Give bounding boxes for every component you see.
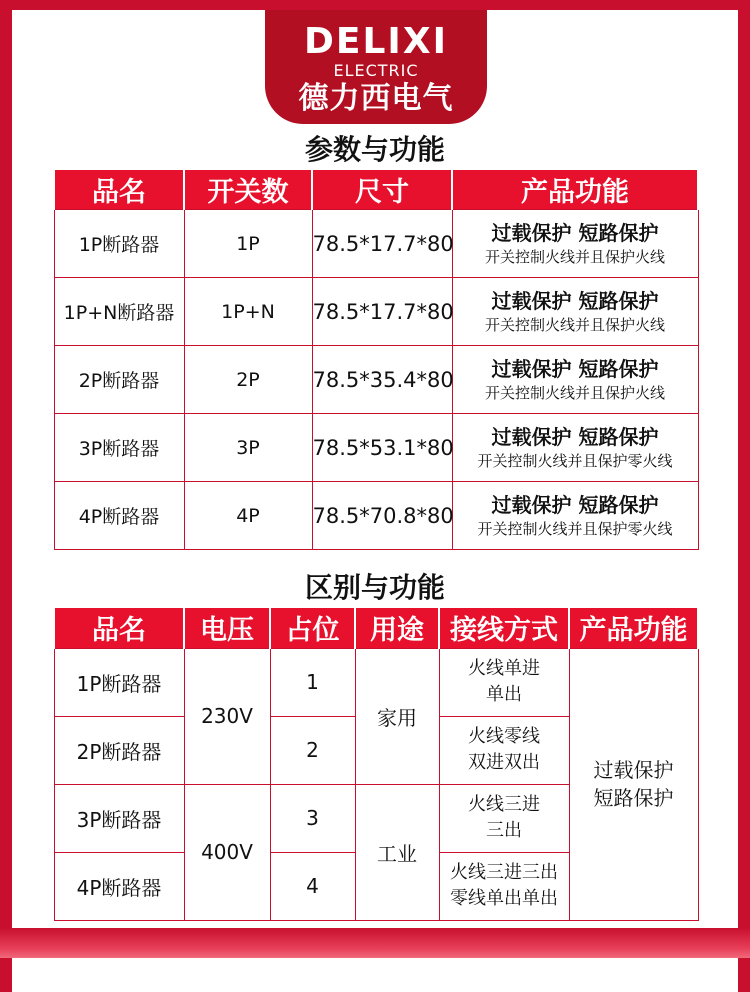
- slot-count: 4: [270, 852, 355, 920]
- product-name: 3P断路器: [54, 414, 184, 482]
- header-size: 尺寸: [312, 170, 452, 210]
- compare-header-row: [54, 608, 698, 648]
- header-name: 品名: [54, 608, 184, 648]
- function-cell: [452, 278, 698, 346]
- params-header-row: [54, 170, 698, 210]
- section2-title: 区别与功能: [304, 571, 445, 604]
- function-cell: [452, 346, 698, 414]
- size-value: 78.5*70.8*80: [312, 482, 452, 550]
- wiring-line: 双进双出: [468, 752, 540, 773]
- logo-cn: 德力西电气: [298, 81, 454, 116]
- wiring-line: 零线单出单出: [450, 888, 558, 909]
- table-row: [54, 482, 698, 550]
- function-cell: [452, 482, 698, 550]
- header-slots: 占位: [270, 608, 355, 648]
- header-wiring: 接线方式: [439, 608, 569, 648]
- function-main: 过载保护 短路保护: [491, 288, 659, 313]
- header-function: 产品功能: [569, 608, 698, 648]
- product-name: 2P断路器: [54, 346, 184, 414]
- voltage-value: 400V: [184, 784, 270, 920]
- product-name: 1P+N断路器: [54, 278, 184, 346]
- header-use: 用途: [355, 608, 439, 648]
- wiring-cell: [439, 784, 569, 852]
- voltage-value: 230V: [184, 648, 270, 784]
- header-voltage: 电压: [184, 608, 270, 648]
- size-value: 78.5*17.7*80: [312, 210, 452, 278]
- product-name: 4P断路器: [54, 482, 184, 550]
- function-line: 短路保护: [593, 786, 674, 810]
- table-row: [54, 346, 698, 414]
- product-name: 4P断路器: [54, 852, 184, 920]
- wiring-line: 三出: [486, 820, 522, 841]
- wiring-line: 单出: [486, 684, 522, 705]
- slot-count: 2: [270, 716, 355, 784]
- use-value: 家用: [355, 648, 439, 784]
- header-name: 品名: [54, 170, 184, 210]
- product-name: 1P断路器: [54, 648, 184, 716]
- wiring-line: 火线单进: [468, 658, 540, 679]
- function-line: 过载保护: [593, 758, 674, 782]
- wiring-line: 火线三进: [468, 794, 540, 815]
- function-cell: [452, 210, 698, 278]
- pole-count: 1P+N: [184, 278, 312, 346]
- function-desc: 开关控制火线并且保护火线: [484, 315, 665, 334]
- section1-title: 参数与功能: [304, 133, 445, 166]
- product-name: 3P断路器: [54, 784, 184, 852]
- table-row: [54, 210, 698, 278]
- function-main: 过载保护 短路保护: [491, 424, 659, 449]
- wiring-line: 火线三进三出: [450, 862, 558, 883]
- function-main: 过载保护 短路保护: [491, 356, 659, 381]
- table-row: [54, 414, 698, 482]
- wiring-cell: [439, 648, 569, 716]
- logo-brand: DELIXI: [304, 21, 448, 62]
- header-function: 产品功能: [452, 170, 698, 210]
- function-main: 过载保护 短路保护: [491, 492, 659, 517]
- compare-table: [53, 608, 699, 921]
- pole-count: 1P: [184, 210, 312, 278]
- function-desc: 开关控制火线并且保护零火线: [477, 451, 673, 470]
- function-desc: 开关控制火线并且保护零火线: [477, 519, 673, 538]
- pole-count: 3P: [184, 414, 312, 482]
- wiring-cell: [439, 716, 569, 784]
- slot-count: 3: [270, 784, 355, 852]
- logo-sub: ELECTRIC: [333, 61, 419, 80]
- use-value: 工业: [355, 784, 439, 920]
- slot-count: 1: [270, 648, 355, 716]
- product-name: 2P断路器: [54, 716, 184, 784]
- table-row: [54, 278, 698, 346]
- function-cell: [569, 648, 698, 920]
- brand-logo: [265, 10, 487, 124]
- pole-count: 4P: [184, 482, 312, 550]
- params-table: [53, 170, 699, 550]
- function-main: 过载保护 短路保护: [491, 220, 659, 245]
- function-desc: 开关控制火线并且保护火线: [484, 383, 665, 402]
- product-name: 1P断路器: [54, 210, 184, 278]
- pole-count: 2P: [184, 346, 312, 414]
- function-desc: 开关控制火线并且保护火线: [484, 247, 665, 266]
- size-value: 78.5*35.4*80: [312, 346, 452, 414]
- wiring-line: 火线零线: [468, 726, 540, 747]
- function-cell: [452, 414, 698, 482]
- size-value: 78.5*17.7*80: [312, 278, 452, 346]
- size-value: 78.5*53.1*80: [312, 414, 452, 482]
- wiring-cell: [439, 852, 569, 920]
- bottom-decor-strip: [0, 928, 750, 958]
- table-row: [54, 648, 698, 716]
- header-poles: 开关数: [184, 170, 312, 210]
